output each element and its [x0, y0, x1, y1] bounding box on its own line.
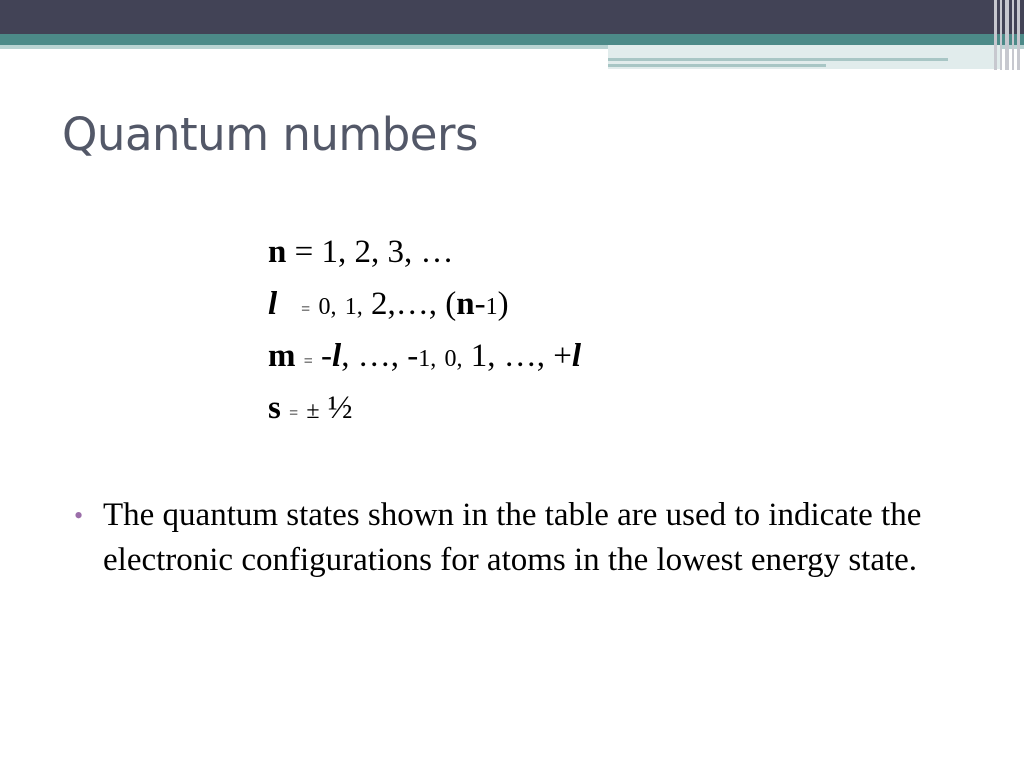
bullet-marker: • [74, 501, 84, 530]
values: 1, 2, 3, … [321, 234, 454, 270]
var-m: m [268, 338, 296, 374]
var-l: l [268, 286, 278, 322]
values: 1, …, + [470, 338, 572, 374]
negative: - [321, 338, 333, 374]
plus-minus: ± [306, 398, 320, 424]
equals: = [286, 234, 322, 270]
value-1: 1 [485, 294, 498, 320]
bullet-text: The quantum states shown in the table are used to indicate the electronic configurations for atoms in the lowest energy state. [103, 497, 922, 578]
var-n: n [456, 286, 475, 322]
value-0: 0, [444, 346, 463, 372]
header-band-teal [0, 34, 1024, 45]
header-accent-line [608, 58, 948, 61]
minus: - [474, 286, 486, 322]
var-l: l [571, 338, 581, 374]
var-n: n [268, 234, 287, 270]
close-paren: ) [497, 286, 509, 322]
header-vertical-stripes [990, 0, 1024, 70]
equals: = [303, 353, 313, 370]
bullet-item [74, 493, 974, 583]
value-1: 1, [418, 346, 437, 372]
equation-l [268, 278, 581, 330]
var-l: l [332, 338, 342, 374]
value-1: 1, [344, 294, 363, 320]
header-band-dark [0, 0, 1024, 34]
values: 2,…, ( [370, 286, 457, 322]
equals: = [289, 405, 299, 422]
slide-title: Quantum numbers [62, 108, 478, 161]
value-0: 0, [318, 294, 337, 320]
values: , …, - [341, 338, 419, 374]
equation-s [268, 382, 581, 434]
one-half: ½ [327, 390, 353, 426]
quantum-number-equations [268, 226, 581, 434]
equation-n [268, 226, 581, 278]
header-accent-line [608, 64, 826, 67]
var-s: s [268, 390, 281, 426]
equals: = [301, 301, 311, 318]
equation-m [268, 330, 581, 382]
